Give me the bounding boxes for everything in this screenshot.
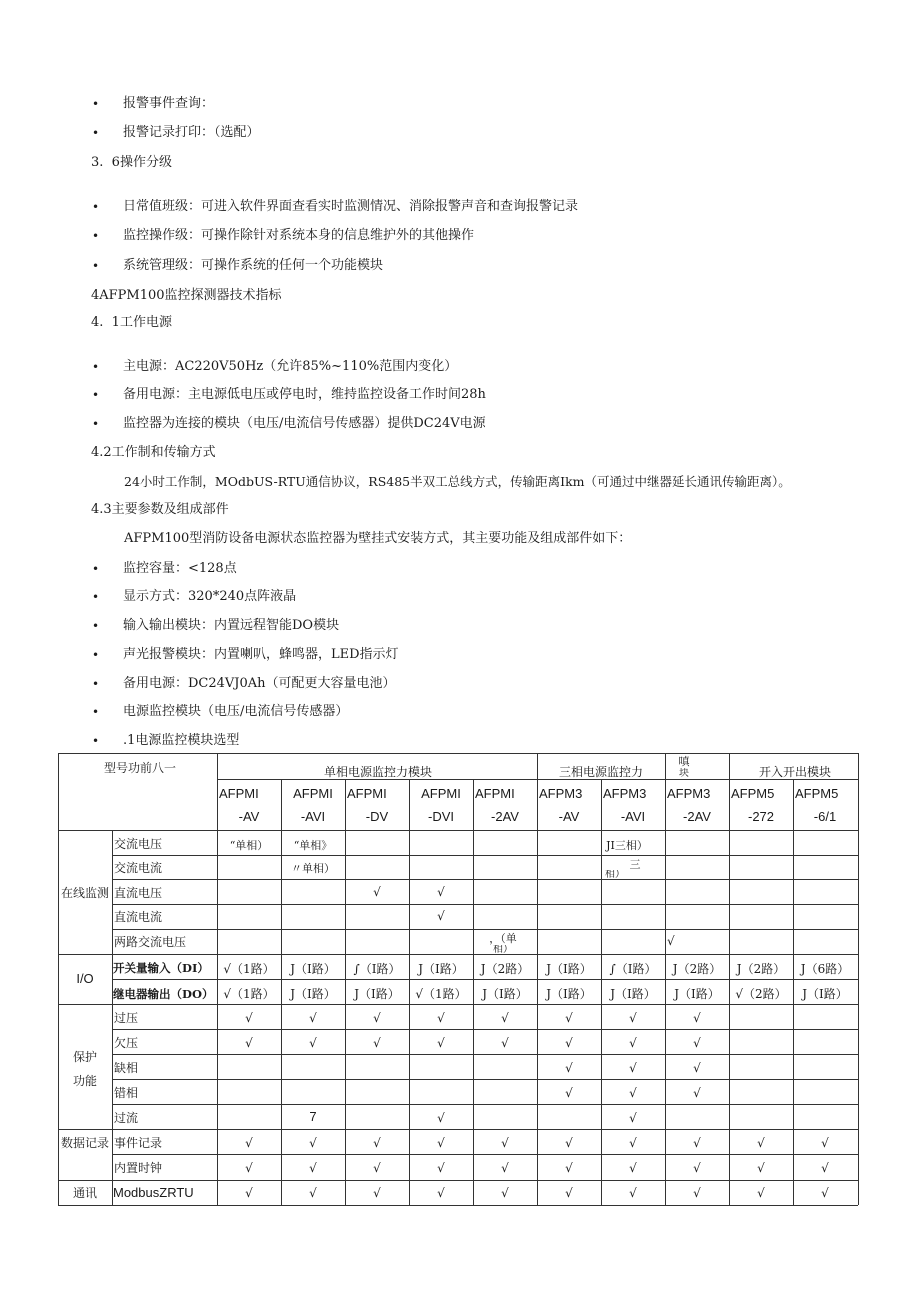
- model-suffix: -6/1: [813, 809, 837, 824]
- do-cell: √（2路）: [735, 987, 787, 1001]
- category-protect: 功能: [72, 1074, 98, 1088]
- cell-mark: 相）: [605, 870, 625, 878]
- text-line: 声光报警模块：内置喇叭，蜂鸣器，LED指示灯: [123, 647, 399, 662]
- check-mark: √: [245, 1186, 253, 1200]
- check-mark: √: [245, 1036, 253, 1050]
- check-mark: √: [757, 1136, 765, 1150]
- model-suffix: -2AV: [683, 809, 711, 824]
- category-protect: 保护: [72, 1050, 98, 1064]
- item-under-voltage: 欠压: [114, 1036, 139, 1050]
- di-cell: J（I路）: [418, 962, 464, 976]
- section-heading-4-1: 4. 1工作电源: [91, 315, 172, 330]
- check-mark: √: [565, 1186, 573, 1200]
- text-line: 监控操作级：可操作除针对系统本身的信息维护外的其他操作: [123, 228, 475, 243]
- do-cell: J（I路）: [546, 987, 592, 1001]
- paragraph-4-3: AFPM100型消防设备电源状态监控器为壁挂式安装方式，其主要功能及组成部件如下：: [124, 531, 632, 546]
- di-cell: J（I路）: [546, 962, 592, 976]
- check-mark: √: [373, 1036, 381, 1050]
- model-name: AFPM3: [539, 786, 583, 801]
- check-mark: √: [437, 1136, 445, 1150]
- model-name: AFPMI: [293, 786, 333, 801]
- text-line: 主电源：AC220V50Hz（允许85%~110%范围内变化）: [123, 359, 458, 374]
- check-mark: √: [693, 1011, 701, 1025]
- check-mark: √: [309, 1186, 317, 1200]
- check-mark: √: [821, 1186, 829, 1200]
- check-mark: √: [245, 1011, 253, 1025]
- model-suffix: -DV: [365, 809, 389, 824]
- di-cell: √（1路）: [223, 962, 275, 976]
- text-line: 备用电源：DC24VJ0Ah（可配更大容量电池）: [123, 676, 396, 691]
- model-suffix: -DVI: [428, 809, 454, 824]
- check-mark: √: [629, 1111, 637, 1125]
- text-line: 显示方式：320*240点阵液晶: [123, 589, 297, 604]
- group-three-phase: 三相电源监控力: [558, 765, 644, 779]
- check-mark: √: [501, 1161, 509, 1175]
- check-mark: √: [309, 1161, 317, 1175]
- check-mark: √: [629, 1061, 637, 1075]
- text-line: 报警事件查询：: [123, 96, 215, 111]
- check-mark: √: [501, 1186, 509, 1200]
- group-mixed-2: 块: [679, 768, 689, 778]
- item-di: 开关量输入（DI）: [113, 961, 209, 975]
- item-ac-current: 交流电流: [114, 861, 163, 875]
- check-mark: √: [437, 885, 445, 899]
- di-cell: J（2路）: [736, 962, 786, 976]
- text-line: 监控容量：<128点: [123, 561, 237, 576]
- di-cell: J（2路）: [480, 962, 530, 976]
- check-mark: √: [437, 1186, 445, 1200]
- model-suffix: -AVI: [300, 809, 326, 824]
- do-cell: J（I路）: [290, 987, 336, 1001]
- item-dual-ac-voltage: 两路交流电压: [114, 935, 187, 949]
- item-phase-error: 错相: [114, 1086, 139, 1100]
- cell-mark: 相）: [493, 945, 513, 953]
- check-mark: √: [693, 1186, 701, 1200]
- bullet-dot: •: [92, 562, 100, 576]
- item-phase-loss: 缺相: [114, 1061, 139, 1075]
- item-clock: 内置时钟: [114, 1161, 163, 1175]
- bullet-dot: •: [92, 97, 100, 111]
- category-io: I/O: [76, 971, 94, 986]
- di-cell: ∫（I路）: [353, 962, 401, 976]
- model-suffix: -272: [747, 809, 775, 824]
- model-name: AFPMI: [475, 786, 515, 801]
- item-do: 继电器输出（DO）: [113, 987, 214, 1001]
- model-suffix: -AVI: [620, 809, 646, 824]
- check-mark: √: [757, 1161, 765, 1175]
- bullet-dot: •: [92, 200, 100, 214]
- model-suffix: -AV: [238, 809, 260, 824]
- check-mark: √: [373, 1136, 381, 1150]
- category-comm: 通讯: [72, 1186, 98, 1200]
- check-mark: √: [693, 1136, 701, 1150]
- check-mark: √: [629, 1186, 637, 1200]
- item-event-record: 事件记录: [114, 1136, 163, 1150]
- cell-mark: “单相》: [293, 839, 333, 852]
- category-record: 数据记录: [60, 1136, 110, 1150]
- check-mark: √: [629, 1011, 637, 1025]
- item-over-voltage: 过压: [114, 1011, 139, 1025]
- do-cell: J（I路）: [482, 987, 528, 1001]
- section-heading-3-6: 3. 6操作分级: [91, 155, 172, 170]
- check-mark: √: [501, 1011, 509, 1025]
- di-cell: J（2路）: [672, 962, 722, 976]
- check-mark: √: [437, 909, 445, 923]
- check-mark: √: [437, 1161, 445, 1175]
- check-mark: √: [821, 1161, 829, 1175]
- check-mark: √: [565, 1011, 573, 1025]
- check-mark: √: [565, 1061, 573, 1075]
- bullet-dot: •: [92, 705, 100, 719]
- check-mark: √: [373, 1011, 381, 1025]
- item-dc-current: 直流电流: [114, 910, 163, 924]
- model-name: AFPM3: [667, 786, 711, 801]
- bullet-dot: •: [92, 734, 100, 748]
- check-mark: √: [245, 1161, 253, 1175]
- group-single-phase: 单相电源监控力模块: [323, 765, 433, 779]
- text-line: 报警记录打印：（选配）: [123, 125, 260, 140]
- model-suffix: -2AV: [491, 809, 519, 824]
- check-mark: √: [757, 1186, 765, 1200]
- group-io-module: 开入开出模块: [758, 765, 832, 779]
- item-dc-voltage: 直流电压: [114, 886, 163, 900]
- bullet-dot: •: [92, 360, 100, 374]
- check-mark: √: [501, 1136, 509, 1150]
- check-mark: √: [693, 1036, 701, 1050]
- check-mark: √: [309, 1136, 317, 1150]
- check-mark: √: [373, 885, 381, 899]
- cell-mark: 三: [629, 858, 641, 871]
- cell-mark: 7: [309, 1109, 317, 1124]
- bullet-dot: •: [92, 619, 100, 633]
- paragraph-4-2: 24小时工作制，MOdbUS-RTU通信协议，RS485半双工总线方式，传输距离Ikm（可通过中继器延长通讯传输距离）。: [124, 474, 791, 489]
- di-cell: J（I路）: [290, 962, 336, 976]
- check-mark: √: [693, 1061, 701, 1075]
- bullet-dot: •: [92, 126, 100, 140]
- bullet-dot: •: [92, 590, 100, 604]
- check-mark: √: [693, 1086, 701, 1100]
- model-name: AFPMI: [421, 786, 461, 801]
- check-mark: √: [629, 1036, 637, 1050]
- bullet-dot: •: [92, 229, 100, 243]
- check-mark: √: [565, 1086, 573, 1100]
- do-cell: J（I路）: [802, 987, 848, 1001]
- do-cell: J（I路）: [674, 987, 720, 1001]
- cell-mark: 〃单相）: [291, 862, 335, 875]
- text-line: 系统管理级：可操作系统的任何一个功能模块: [123, 258, 384, 273]
- item-modbus: ModbusZRTU: [113, 1185, 194, 1200]
- text-line: 输入输出模块：内置远程智能DO模块: [123, 618, 340, 633]
- do-cell: J（I路）: [610, 987, 656, 1001]
- check-mark: √: [693, 1161, 701, 1175]
- check-mark: √: [309, 1011, 317, 1025]
- check-mark: √: [629, 1161, 637, 1175]
- check-mark: √: [501, 1036, 509, 1050]
- text-line: 日常值班级：可进入软件界面查看实时监测情况、消除报警声音和查询报警记录: [123, 199, 579, 214]
- bullet-dot: •: [92, 677, 100, 691]
- section-heading-4-2: 4.2工作制和传输方式: [91, 445, 216, 460]
- check-mark: √: [565, 1136, 573, 1150]
- check-mark: √: [821, 1136, 829, 1150]
- model-name: AFPMI: [219, 786, 259, 801]
- check-mark: √: [437, 1036, 445, 1050]
- bullet-dot: •: [92, 259, 100, 273]
- di-cell: J（6路）: [800, 962, 850, 976]
- check-mark: √: [437, 1111, 445, 1125]
- check-mark: √: [309, 1036, 317, 1050]
- bullet-dot: •: [92, 388, 100, 402]
- item-over-current: 过流: [114, 1111, 139, 1125]
- bullet-dot: •: [92, 417, 100, 431]
- do-cell: J（I路）: [354, 987, 400, 1001]
- cell-mark: “单相）: [229, 839, 269, 852]
- cell-mark: ，（单: [489, 932, 517, 945]
- model-suffix: -AV: [558, 809, 580, 824]
- bullet-dot: •: [92, 648, 100, 662]
- text-line: .1电源监控模块选型: [123, 733, 240, 748]
- model-name: AFPM5: [731, 786, 775, 801]
- check-mark: √: [437, 1011, 445, 1025]
- check-mark: √: [629, 1086, 637, 1100]
- model-name: AFPM5: [795, 786, 839, 801]
- section-heading-4: 4AFPM100监控探测器技术指标: [91, 288, 282, 303]
- di-cell: ∫（I路）: [609, 962, 657, 976]
- category-online: 在线监测: [60, 886, 110, 900]
- check-mark: √: [667, 934, 675, 948]
- item-ac-voltage: 交流电压: [114, 837, 163, 851]
- text-line: 电源监控模块（电压/电流信号传感器）: [123, 704, 349, 719]
- check-mark: √: [565, 1161, 573, 1175]
- check-mark: √: [629, 1136, 637, 1150]
- section-heading-4-3: 4.3主要参数及组成部件: [91, 502, 229, 517]
- text-line: 监控器为连接的模块（电压/电流信号传感器）提供DC24V电源: [123, 416, 486, 431]
- group-mixed: 嗔: [678, 755, 690, 768]
- table-corner: 型号功前八一: [103, 761, 177, 775]
- do-cell: √（1路）: [223, 987, 275, 1001]
- do-cell: √（1路）: [415, 987, 467, 1001]
- check-mark: √: [373, 1161, 381, 1175]
- model-name: AFPM3: [603, 786, 647, 801]
- cell-mark: JI三相）: [606, 839, 648, 852]
- check-mark: √: [373, 1186, 381, 1200]
- check-mark: √: [565, 1036, 573, 1050]
- check-mark: √: [245, 1136, 253, 1150]
- text-line: 备用电源：主电源低电压或停电时，维持监控设备工作时间28h: [123, 387, 486, 402]
- model-name: AFPMI: [347, 786, 387, 801]
